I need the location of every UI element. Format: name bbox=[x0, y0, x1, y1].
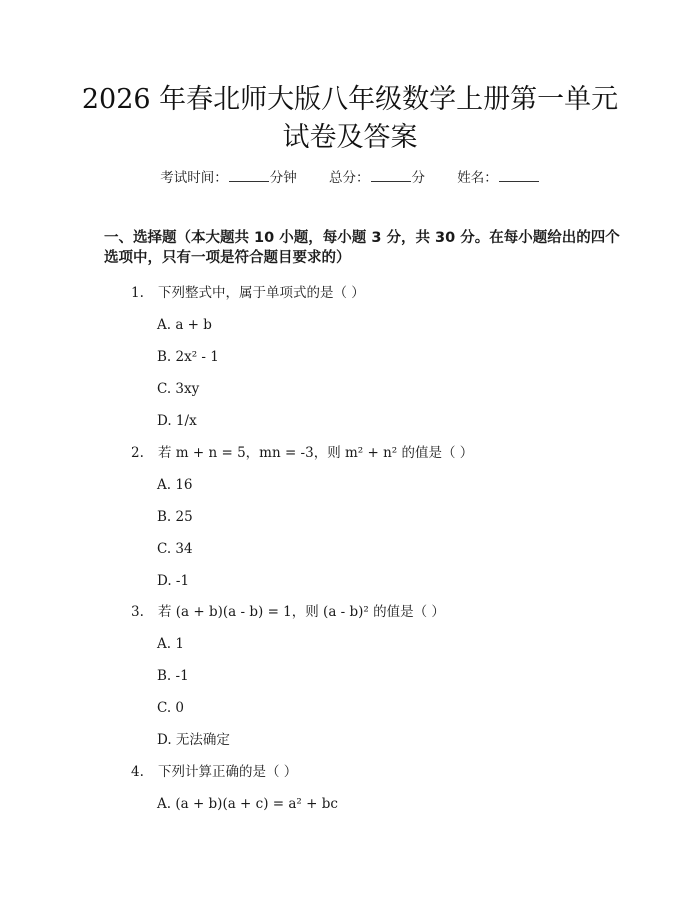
question-text: 下列整式中，属于单项式的是（ ） bbox=[158, 285, 365, 301]
score-unit: 分 bbox=[411, 170, 425, 186]
question-3 bbox=[131, 602, 445, 622]
exam-title-line1: 2026 年春北师大版八年级数学上册第一单元 bbox=[81, 84, 619, 115]
exam-meta bbox=[0, 168, 700, 188]
option-2b: B. 25 bbox=[157, 509, 193, 525]
option-1b: B. 2x² - 1 bbox=[157, 349, 219, 365]
section-heading: 一、选择题（本大题共 10 小题，每小题 3 分，共 30 分。在每小题给出的四个选项中，只有一项是符合题目要求的） bbox=[104, 230, 620, 266]
option-3b: B. -1 bbox=[157, 668, 189, 684]
option-2a: A. 16 bbox=[157, 477, 193, 493]
time-field bbox=[160, 170, 301, 186]
option-2c: C. 34 bbox=[157, 541, 193, 557]
score-label: 总分： bbox=[329, 170, 370, 186]
question-text: 若 m + n = 5，mn = -3，则 m² + n² 的值是（ ） bbox=[158, 445, 474, 461]
option-1a: A. a + b bbox=[157, 317, 212, 333]
question-text: 下列计算正确的是（ ） bbox=[158, 764, 298, 780]
question-number: 3. bbox=[131, 604, 144, 620]
question-number: 2. bbox=[131, 445, 144, 461]
question-number: 1. bbox=[131, 285, 144, 301]
question-number: 4. bbox=[131, 764, 144, 780]
score-blank bbox=[371, 168, 411, 182]
score-field bbox=[329, 170, 429, 186]
option-1d: D. 1/x bbox=[157, 413, 197, 429]
option-4a: A. (a + b)(a + c) = a² + bc bbox=[157, 796, 338, 812]
time-blank bbox=[229, 168, 269, 182]
option-3c: C. 0 bbox=[157, 700, 185, 716]
exam-title-line2: 试卷及答案 bbox=[282, 122, 418, 153]
option-3d: D. 无法确定 bbox=[157, 732, 230, 748]
name-label: 姓名： bbox=[457, 170, 498, 186]
option-1c: C. 3xy bbox=[157, 381, 200, 397]
option-2d: D. -1 bbox=[157, 573, 190, 589]
question-4 bbox=[131, 762, 297, 782]
option-3a: A. 1 bbox=[157, 636, 184, 652]
time-label: 考试时间： bbox=[160, 170, 228, 186]
name-blank bbox=[499, 168, 539, 182]
question-text: 若 (a + b)(a - b) = 1，则 (a - b)² 的值是（ ） bbox=[158, 604, 445, 620]
name-field bbox=[457, 170, 540, 186]
question-1 bbox=[131, 283, 365, 303]
time-unit: 分钟 bbox=[269, 170, 297, 186]
question-2 bbox=[131, 443, 473, 463]
